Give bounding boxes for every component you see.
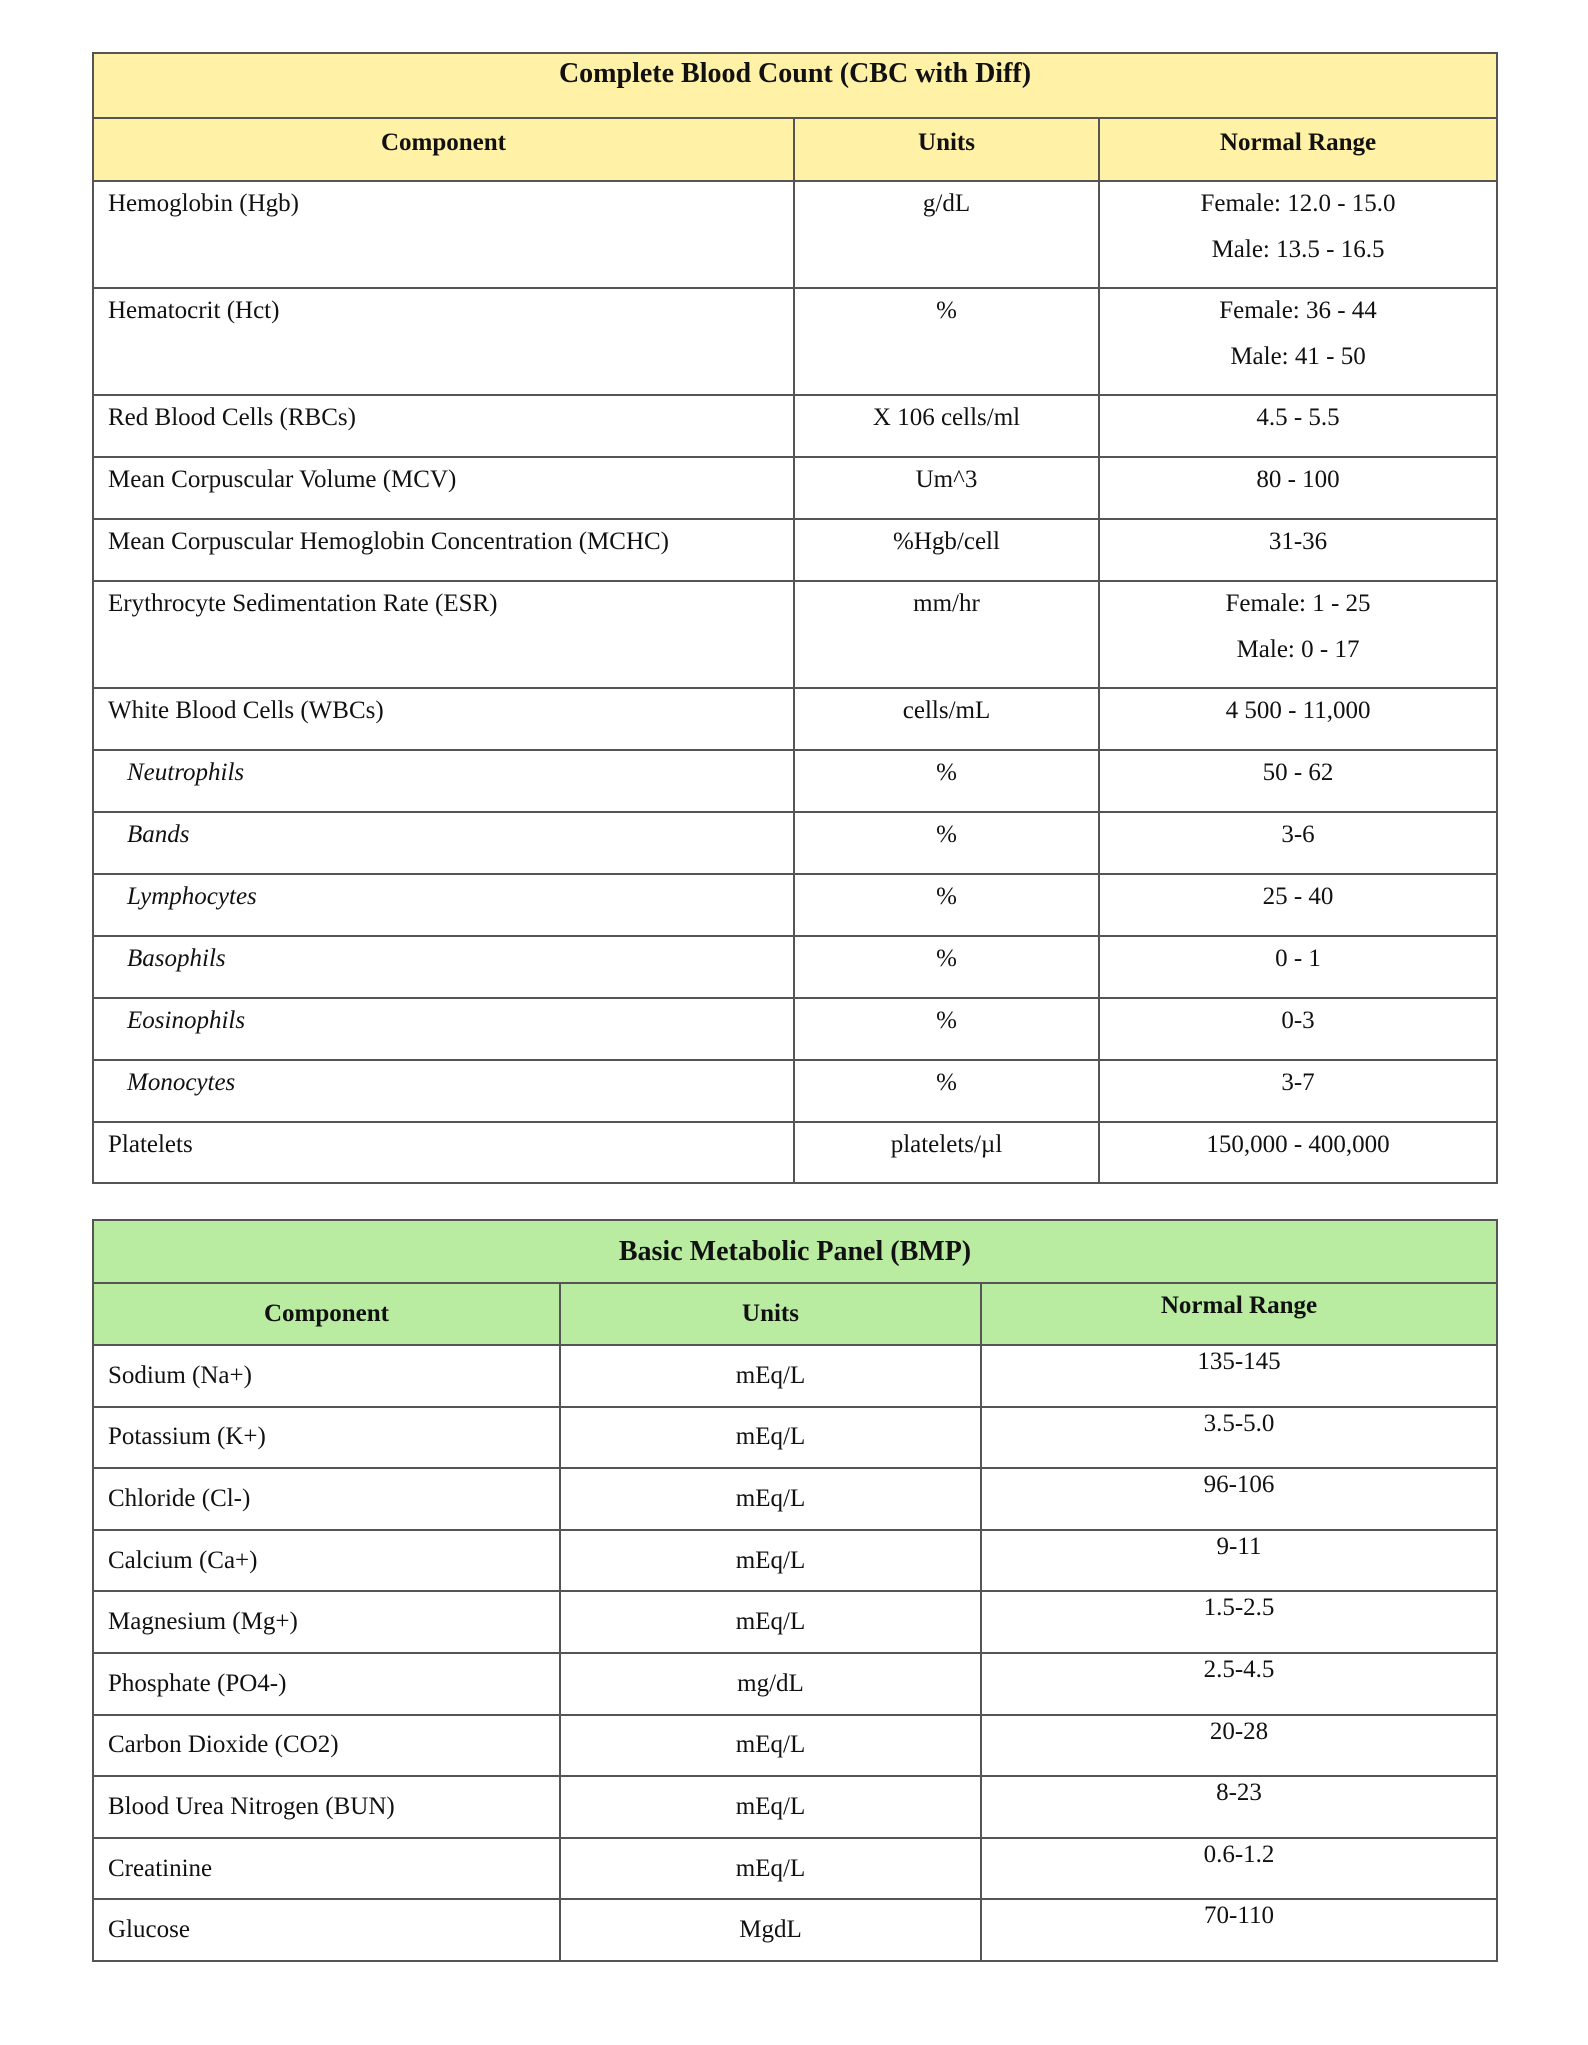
units-cell: mEq/L [560, 1345, 981, 1407]
normal-range-line: 2.5-4.5 [1203, 1655, 1275, 1683]
component-cell: Mean Corpuscular Volume (MCV) [93, 457, 794, 519]
normal-range-cell [1099, 581, 1497, 688]
units-cell: % [794, 288, 1099, 395]
normal-range-cell [981, 1838, 1497, 1900]
table-row [93, 581, 1497, 688]
normal-range-cell [981, 1530, 1497, 1592]
normal-range-line: Male: 41 - 50 [1230, 343, 1366, 370]
component-cell: Magnesium (Mg+) [93, 1591, 560, 1653]
component-cell: Carbon Dioxide (CO2) [93, 1715, 560, 1777]
table-row [93, 1838, 1497, 1900]
normal-range-cell [981, 1345, 1497, 1407]
component-cell: Hematocrit (Hct) [93, 288, 794, 395]
units-cell: mm/hr [794, 581, 1099, 688]
units-cell: Um^3 [794, 457, 1099, 519]
table-row [93, 688, 1497, 750]
table-row [93, 874, 1497, 936]
normal-range-line: 9-11 [1216, 1532, 1262, 1560]
normal-range-line: Female: 1 - 25 [1225, 590, 1371, 617]
units-cell: % [794, 936, 1099, 998]
table-row [93, 457, 1497, 519]
normal-range-cell [1099, 812, 1497, 874]
bmp-title: Basic Metabolic Panel (BMP) [93, 1220, 1497, 1283]
normal-range-line: 25 - 40 [1262, 883, 1334, 910]
units-cell: platelets/µl [794, 1122, 1099, 1183]
normal-range-cell [1099, 874, 1497, 936]
component-cell: Calcium (Ca+) [93, 1530, 560, 1592]
normal-range-line: Male: 13.5 - 16.5 [1211, 236, 1385, 263]
normal-range-cell [981, 1407, 1497, 1469]
component-cell: Mean Corpuscular Hemoglobin Concentration (MCHC) [93, 519, 794, 581]
table-row [93, 1407, 1497, 1469]
normal-range-line: 0.6-1.2 [1203, 1840, 1275, 1868]
component-cell: White Blood Cells (WBCs) [93, 688, 794, 750]
table-row [93, 181, 1497, 288]
component-cell: Erythrocyte Sedimentation Rate (ESR) [93, 581, 794, 688]
normal-range-line: 3-6 [1281, 821, 1315, 848]
normal-range-line: 1.5-2.5 [1203, 1594, 1275, 1622]
table-row [93, 998, 1497, 1060]
normal-range-line: 96-106 [1203, 1471, 1275, 1499]
units-cell: mEq/L [560, 1838, 981, 1900]
normal-range-cell [1099, 519, 1497, 581]
component-cell: Blood Urea Nitrogen (BUN) [93, 1776, 560, 1838]
table-row [93, 1060, 1497, 1122]
normal-range-line: 4.5 - 5.5 [1256, 404, 1340, 431]
bmp-table-body [93, 1345, 1497, 1961]
bmp-header-component: Component [93, 1283, 560, 1345]
table-row [93, 1776, 1497, 1838]
normal-range-line: 80 - 100 [1256, 466, 1340, 493]
table-row [93, 519, 1497, 581]
bmp-header-range: Normal Range [981, 1283, 1497, 1345]
cbc-header-component: Component [93, 118, 794, 181]
table-row [93, 1468, 1497, 1530]
component-cell: Creatinine [93, 1838, 560, 1900]
component-cell: Phosphate (PO4-) [93, 1653, 560, 1715]
units-cell: mEq/L [560, 1715, 981, 1777]
normal-range-line: 0 - 1 [1275, 945, 1321, 972]
cbc-table-body [93, 181, 1497, 1183]
normal-range-line: 8-23 [1216, 1779, 1262, 1807]
units-cell: g/dL [794, 181, 1099, 288]
units-cell: % [794, 1060, 1099, 1122]
units-cell: mEq/L [560, 1468, 981, 1530]
component-cell: Glucose [93, 1899, 560, 1961]
table-row [93, 288, 1497, 395]
normal-range-line: Male: 0 - 17 [1236, 636, 1360, 663]
normal-range-cell [1099, 395, 1497, 457]
component-cell: Basophils [93, 936, 794, 998]
units-cell: mg/dL [560, 1653, 981, 1715]
normal-range-line: 31-36 [1268, 528, 1328, 555]
units-cell: mEq/L [560, 1530, 981, 1592]
component-cell: Red Blood Cells (RBCs) [93, 395, 794, 457]
units-cell: mEq/L [560, 1591, 981, 1653]
component-cell: Monocytes [93, 1060, 794, 1122]
normal-range-line: 3.5-5.0 [1203, 1409, 1275, 1437]
units-cell: % [794, 750, 1099, 812]
component-cell: Hemoglobin (Hgb) [93, 181, 794, 288]
normal-range-cell [1099, 1122, 1497, 1183]
component-cell: Platelets [93, 1122, 794, 1183]
normal-range-cell [1099, 998, 1497, 1060]
normal-range-line: 4 500 - 11,000 [1225, 697, 1371, 724]
normal-range-cell [1099, 936, 1497, 998]
units-cell: % [794, 874, 1099, 936]
table-row [93, 936, 1497, 998]
table-row [93, 1715, 1497, 1777]
table-row [93, 1122, 1497, 1183]
component-cell: Neutrophils [93, 750, 794, 812]
component-cell: Eosinophils [93, 998, 794, 1060]
normal-range-line: 70-110 [1204, 1902, 1274, 1930]
units-cell: % [794, 812, 1099, 874]
normal-range-line: 50 - 62 [1262, 759, 1334, 786]
table-row [93, 812, 1497, 874]
table-row [93, 1653, 1497, 1715]
normal-range-line: Female: 12.0 - 15.0 [1200, 190, 1396, 217]
normal-range-line: Female: 36 - 44 [1219, 297, 1377, 324]
normal-range-cell [981, 1899, 1497, 1961]
component-cell: Sodium (Na+) [93, 1345, 560, 1407]
table-row [93, 1591, 1497, 1653]
cbc-title: Complete Blood Count (CBC with Diff) [93, 53, 1497, 118]
normal-range-cell [1099, 688, 1497, 750]
table-row [93, 750, 1497, 812]
bmp-table [92, 1219, 1498, 1962]
units-cell: cells/mL [794, 688, 1099, 750]
table-row [93, 1345, 1497, 1407]
normal-range-line: 135-145 [1197, 1348, 1281, 1375]
cbc-header-units: Units [794, 118, 1099, 181]
component-cell: Potassium (K+) [93, 1407, 560, 1469]
normal-range-cell [981, 1591, 1497, 1653]
cbc-table [92, 52, 1498, 1184]
normal-range-cell [981, 1653, 1497, 1715]
table-row [93, 1530, 1497, 1592]
normal-range-line: 20-28 [1209, 1717, 1269, 1745]
units-cell: X 106 cells/ml [794, 395, 1099, 457]
normal-range-cell [1099, 1060, 1497, 1122]
normal-range-cell [1099, 750, 1497, 812]
normal-range-cell [1099, 288, 1497, 395]
table-row [93, 1899, 1497, 1961]
normal-range-cell [981, 1715, 1497, 1777]
normal-range-line: 3-7 [1281, 1069, 1315, 1096]
component-cell: Bands [93, 812, 794, 874]
component-cell: Lymphocytes [93, 874, 794, 936]
units-cell: % [794, 998, 1099, 1060]
normal-range-cell [981, 1776, 1497, 1838]
normal-range-line: 0-3 [1281, 1007, 1315, 1034]
cbc-header-range: Normal Range [1099, 118, 1497, 181]
units-cell: %Hgb/cell [794, 519, 1099, 581]
normal-range-cell [981, 1468, 1497, 1530]
units-cell: mEq/L [560, 1776, 981, 1838]
normal-range-cell [1099, 457, 1497, 519]
units-cell: MgdL [560, 1899, 981, 1961]
normal-range-cell [1099, 181, 1497, 288]
component-cell: Chloride (Cl-) [93, 1468, 560, 1530]
bmp-header-units: Units [560, 1283, 981, 1345]
normal-range-line: 150,000 - 400,000 [1206, 1131, 1390, 1158]
table-row [93, 395, 1497, 457]
units-cell: mEq/L [560, 1407, 981, 1469]
